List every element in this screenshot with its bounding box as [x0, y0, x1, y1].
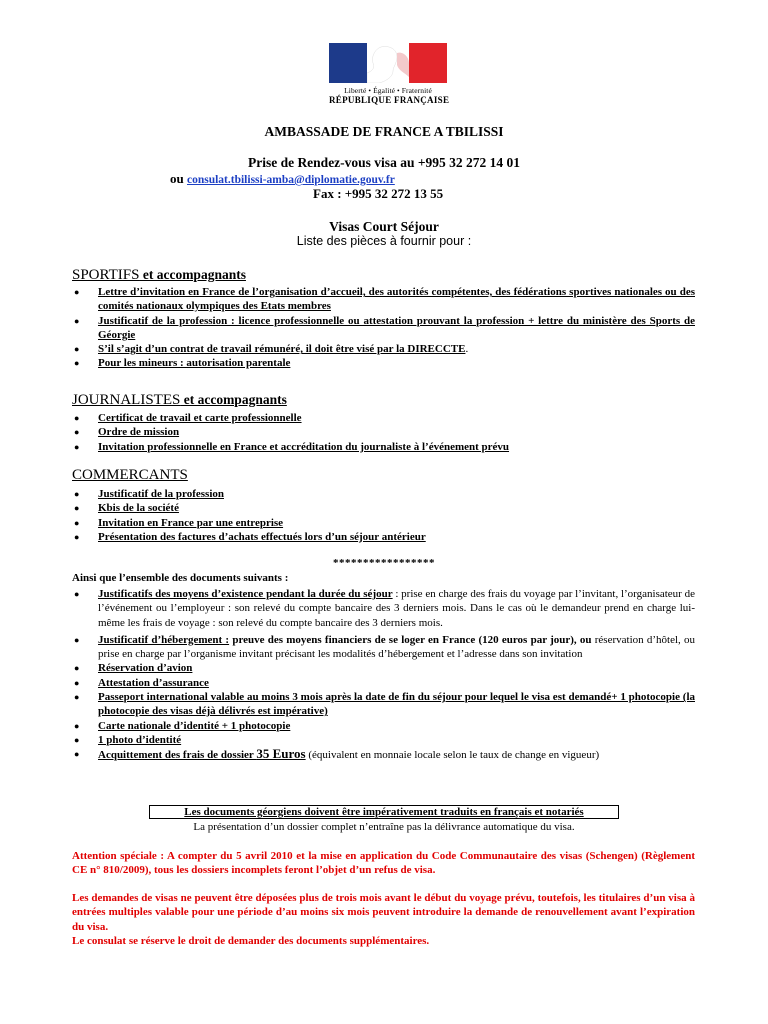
list-item: ● Lettre d’invitation en France de l’organisation d’accueil, des autorités compétentes, des fédérations sportives nationales ou des comités nationaux olympiques des Etats membres — [74, 286, 695, 313]
tricolor-flag-icon — [329, 43, 447, 83]
flag-white-band — [367, 43, 409, 83]
list-item: ● Ordre de mission — [74, 426, 180, 439]
sportifs-list — [72, 285, 695, 371]
translation-notice: Les documents géorgiens doivent être impérativement traduits en français et notariés — [149, 805, 619, 819]
list-item: ● Attestation d’assurance — [74, 676, 209, 689]
logo-republic: RÉPUBLIQUE FRANÇAISE — [329, 95, 450, 105]
list-item: ● Présentation des factures d’achats effectués lors d’un séjour antérieur — [74, 530, 426, 543]
list-title: Liste des pièces à fournir pour : — [296, 234, 472, 248]
list-item: ● Pour les mineurs : autorisation parentale — [74, 357, 291, 370]
bullet-icon: ● — [74, 634, 80, 645]
list-item: ● Réservation d’avion — [74, 662, 193, 675]
bullet-icon: ● — [74, 441, 80, 452]
bullet-icon: ● — [74, 427, 80, 438]
bullet-icon: ● — [74, 413, 80, 423]
bullet-icon: ● — [74, 531, 80, 542]
marianne-logo — [329, 43, 450, 111]
embassy-title: AMBASSADE DE FRANCE A TBILISSI — [264, 124, 504, 139]
bullet-icon: ● — [74, 344, 80, 355]
list-item: ● Passeport international valable au moins 3 mois après la date de fin du séjour pour lequel le visa est demandé+ 1 photocopie (la photocopie des visas déjà délivrés est impérative) — [74, 691, 695, 718]
commercants-list — [72, 487, 695, 544]
email-link[interactable]: consulat.tbilissi-amba@diplomatie.gouv.fr — [186, 174, 395, 186]
general-intro: Ainsi que l’ensemble des documents suivants : — [72, 572, 289, 584]
heading-rest: et accompagnants — [139, 267, 246, 282]
heading-main: COMMERCANTS — [72, 467, 188, 483]
bullet-icon: ● — [74, 692, 80, 703]
list-item: ● Acquittement des frais de dossier 35 Euros (équivalent en monnaie locale selon le taux de change en vigueur) — [74, 746, 600, 762]
bullet-icon: ● — [74, 677, 80, 688]
list-item: ● Invitation professionnelle en France et accréditation du journaliste à l’événement prévu — [74, 440, 510, 453]
bullet-icon: ● — [74, 358, 80, 369]
list-item: ● Justificatifs des moyens d’existence pendant la durée du séjour : prise en charge des frais du voyage par l’invitant, l’organisateur de l’événement ou l’employeur : son relevé du compte bancaire des 3 derniers mois. Dans le cas où le demandeur prend en charge lui-même les frais de voyage : son relevé du compte bancaire des 3 derniers mois. — [74, 588, 695, 629]
list-item: ● Carte nationale d’identité + 1 photocopie — [74, 719, 291, 732]
heading-main: SPORTIFS — [72, 267, 140, 283]
list-item: ● S’il s’agit d’un contrat de travail rémunéré, il doit être visé par la DIRECCTE. — [74, 343, 469, 356]
heading-main: JOURNALISTES — [72, 392, 181, 408]
bullet-icon: ● — [74, 489, 80, 499]
appointment-phone: Prise de Rendez-vous visa au +995 32 272 14 01 — [247, 155, 521, 170]
bullet-icon: ● — [74, 517, 80, 528]
logo-motto: Liberté • Égalité • Fraternité — [344, 86, 432, 95]
email-line — [170, 171, 395, 187]
flag-blue-band — [329, 43, 367, 83]
general-list — [72, 587, 695, 763]
warning-special: Attention spéciale : A compter du 5 avril 2010 et la mise en application du Code Communautaire des visas (Schengen) (Règlement CE n° 810/2009), tous les dossiers incomplets feront l’objet d’un refus de visa. — [72, 850, 695, 877]
bullet-icon: ● — [74, 663, 80, 674]
warning-timing: Les demandes de visas ne peuvent être déposées plus de trois mois avant le début du voyage prévu, toutefois, les titulaires d’un visa à entrées multiples valable pour une période d’au moins six mois peuvent introduire la demande de renouvellement avant l’expiration du visa. — [72, 892, 695, 933]
completeness-notice: La présentation d’un dossier complet n’entraîne pas la délivrance automatique du visa. — [193, 821, 575, 833]
list-item: ● 1 photo d’identité — [74, 733, 182, 746]
bullet-icon: ● — [74, 503, 80, 514]
fax-line: Fax : +995 32 272 13 55 — [313, 186, 444, 201]
section-commercants-heading — [72, 467, 188, 484]
bullet-icon: ● — [74, 749, 80, 760]
list-item: ● Invitation en France par une entreprise — [74, 516, 284, 529]
warning-additional-docs: Le consulat se réserve le droit de demander des documents supplémentaires. — [72, 935, 430, 947]
separator-stars: ***************** — [333, 557, 435, 569]
bullet-icon: ● — [74, 589, 80, 599]
list-item: ● Justificatif de la profession — [74, 488, 224, 500]
bullet-icon: ● — [74, 734, 80, 745]
marianne-profile-icon — [367, 43, 409, 83]
flag-red-band — [409, 43, 447, 83]
section-journalistes-heading — [72, 392, 287, 409]
list-item: ● Kbis de la société — [74, 502, 179, 515]
bullet-icon: ● — [74, 287, 80, 297]
list-item: ● Justificatif d’hébergement : preuve des moyens financiers de se loger en France (120 euros par jour), ou réservation d’hôtel, ou prise en charge par l’organisme invitant précisant les modalités d’hébergement et l’adresse dans son invitation — [74, 633, 695, 661]
section-sportifs-heading — [72, 267, 246, 284]
bullet-icon: ● — [74, 315, 80, 326]
list-item: ● Certificat de travail et carte professionnelle — [74, 412, 302, 424]
list-item: ● Justificatif de la profession : licence professionnelle ou attestation prouvant la profession + lettre du ministère des Sports de Géorgie — [74, 314, 695, 341]
heading-rest: et accompagnants — [180, 392, 287, 407]
journalistes-list — [72, 411, 695, 454]
email-prefix: ou — [170, 171, 187, 186]
bullet-icon: ● — [74, 720, 80, 731]
visa-type: Visas Court Séjour — [329, 219, 439, 234]
